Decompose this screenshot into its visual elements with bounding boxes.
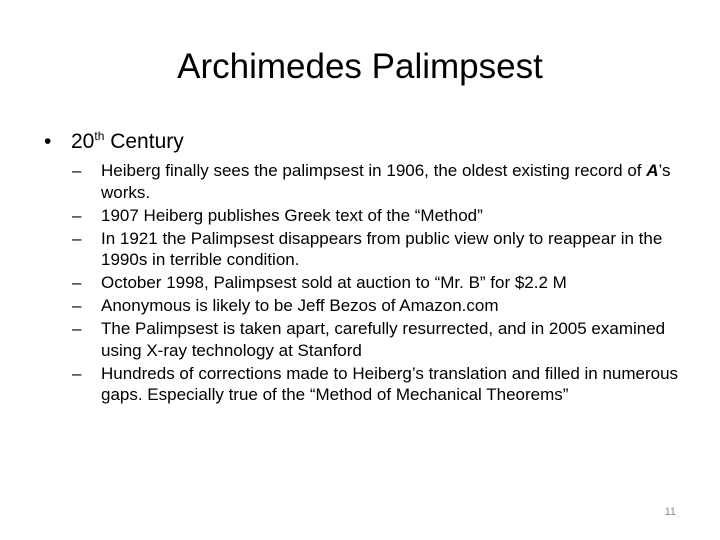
sub-bullet-item bbox=[72, 272, 692, 294]
dash-marker: – bbox=[72, 319, 82, 338]
sub-bullet-text: In 1921 the Palimpsest disappears from public view only to reappear in the 1990s in terrible condition. bbox=[101, 228, 663, 269]
sub-bullet-item bbox=[72, 363, 692, 406]
sub-bullet-text bbox=[101, 160, 692, 203]
sub-bullet-item bbox=[72, 295, 692, 317]
bullet-dot: • bbox=[44, 130, 52, 153]
bullet-superscript: th bbox=[94, 129, 105, 143]
bullet-suffix: Century bbox=[104, 130, 184, 153]
bullet-20th-century bbox=[44, 128, 184, 156]
page-number: 11 bbox=[664, 506, 676, 518]
bullet-text bbox=[71, 128, 184, 156]
sub-bullet-text-part: ’s works. bbox=[101, 161, 671, 202]
dash-marker: – bbox=[72, 205, 82, 225]
sub-bullet-text: Anonymous is likely to be Jeff Bezos of Amazon.com bbox=[101, 296, 499, 315]
dash-marker: – bbox=[72, 228, 82, 248]
sub-bullet-text: 1907 Heiberg publishes Greek text of the “Method” bbox=[101, 205, 483, 225]
bullet-number: 20 bbox=[71, 130, 95, 153]
sub-bullet-item bbox=[72, 228, 692, 271]
slide-title: Archimedes Palimpsest bbox=[177, 47, 543, 86]
sub-bullet-text: Hundreds of corrections made to Heiberg’s translation and filled in numerous gaps. Especially true of the “Method of Mechanical Theorems” bbox=[101, 363, 679, 404]
sub-bullet-emphasis: A bbox=[646, 161, 659, 180]
sub-bullet-item bbox=[72, 205, 692, 227]
sub-bullet-item bbox=[72, 160, 692, 203]
sub-bullet-list bbox=[72, 160, 692, 407]
dash-marker: – bbox=[72, 363, 82, 383]
sub-bullet-text-part: Heiberg finally sees the palimpsest in 1906, the oldest existing record of bbox=[101, 161, 647, 180]
sub-bullet-item bbox=[72, 318, 692, 361]
sub-bullet-text: The Palimpsest is taken apart, carefully resurrected, and in 2005 examined using X-ray technology at Stanford bbox=[101, 319, 666, 360]
dash-marker: – bbox=[72, 273, 82, 292]
sub-bullet-text: October 1998, Palimpsest sold at auction to “Mr. B” for $2.2 M bbox=[101, 273, 567, 292]
dash-marker: – bbox=[72, 161, 82, 180]
dash-marker: – bbox=[72, 296, 82, 315]
